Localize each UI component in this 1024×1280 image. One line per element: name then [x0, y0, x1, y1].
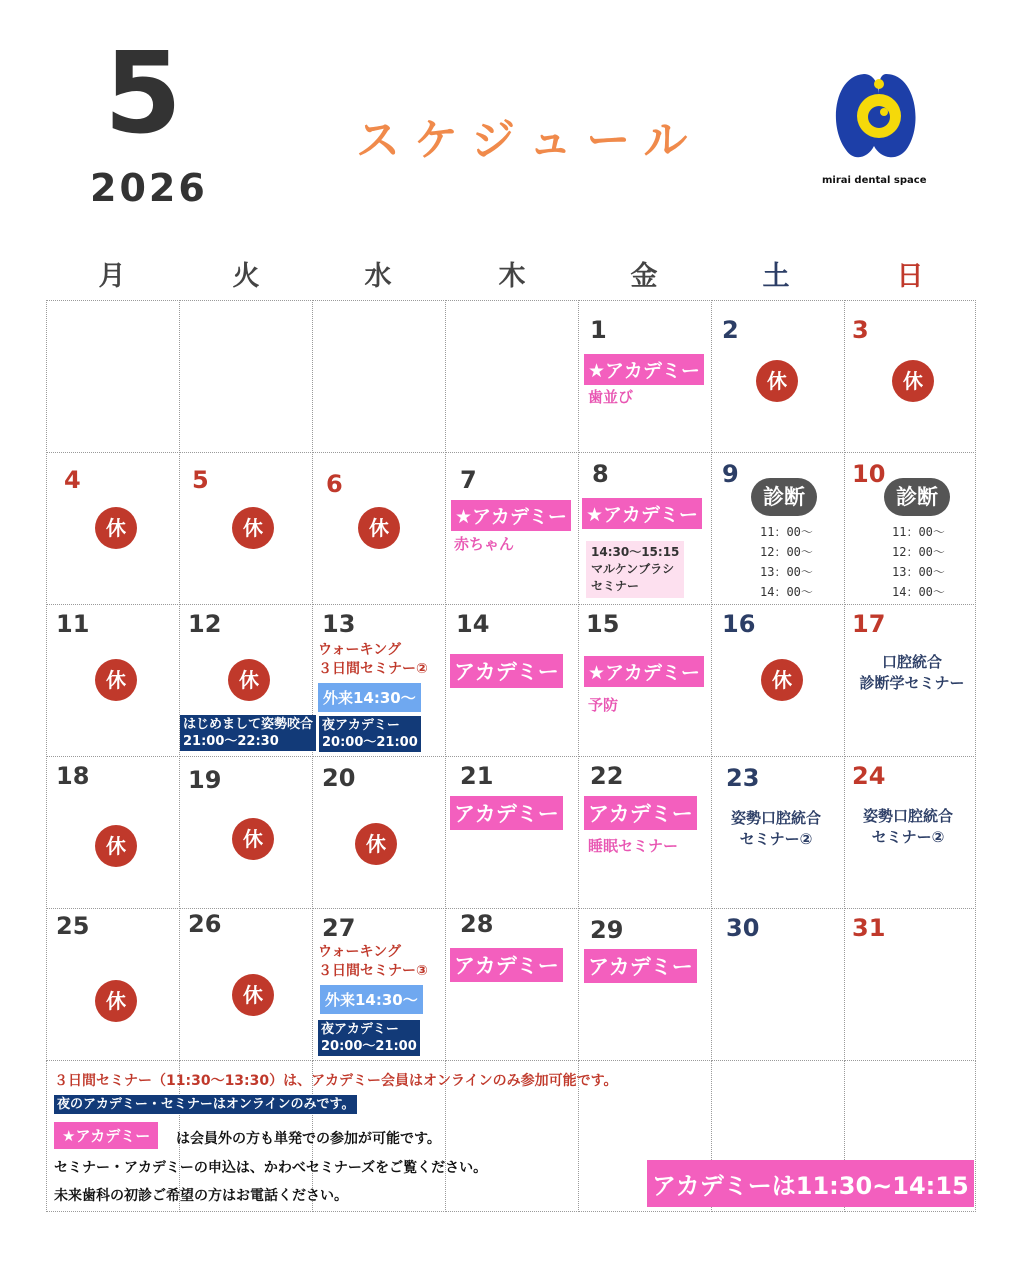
closed-badge: 休 [232, 974, 274, 1016]
weekday-mon: 月 [98, 261, 126, 292]
day-number: 28 [460, 910, 494, 938]
academy-hours-banner: アカデミーは11:30~14:15 [647, 1160, 974, 1207]
closed-badge: 休 [892, 360, 934, 402]
night-academy-block: 夜アカデミー 20:00〜21:00 [318, 1020, 420, 1056]
day-number: 4 [64, 466, 81, 494]
note-academy-badge: ★アカデミー [54, 1122, 158, 1149]
page-title: スケジュール [356, 115, 702, 166]
month-number: 5 [104, 29, 182, 159]
diagnosis-badge: 診断 [751, 478, 817, 516]
note-night-online: 夜のアカデミー・セミナーはオンラインのみです。 [54, 1095, 357, 1114]
day-number: 22 [590, 762, 624, 790]
day-number: 16 [722, 610, 756, 638]
academy-badge: アカデミー [584, 796, 697, 830]
closed-badge: 休 [358, 507, 400, 549]
day-number: 11 [56, 610, 90, 638]
academy-badge: アカデミー [584, 949, 697, 983]
seminar-label: 姿勢口腔統合 セミナー② [730, 809, 821, 848]
day-number: 24 [852, 762, 886, 790]
day-number: 27 [322, 914, 356, 942]
marken-seminar-block [586, 541, 684, 598]
day-number: 5 [192, 466, 209, 494]
academy-topic: 赤ちゃん [454, 535, 515, 553]
note-first-visit: 未来歯科の初診ご希望の方はお電話ください。 [54, 1188, 348, 1204]
day-number: 17 [852, 610, 886, 638]
closed-badge: 休 [95, 507, 137, 549]
day-number: 25 [56, 912, 90, 940]
hajime-seminar-block: はじめまして姿勢咬合 21:00〜22:30 [180, 715, 316, 751]
closed-badge: 休 [355, 823, 397, 865]
walking-seminar: ウォーキング ３日間セミナー② [318, 642, 428, 677]
seminar-label: 姿勢口腔統合 セミナー② [862, 807, 953, 846]
day-number: 12 [188, 610, 222, 638]
day-number: 8 [592, 460, 609, 488]
closed-badge: 休 [95, 825, 137, 867]
marken-time: 14:30〜15:15 [591, 545, 680, 559]
weekday-wed: 水 [364, 261, 392, 292]
weekday-fri: 金 [630, 261, 658, 292]
diagnosis-badge: 診断 [884, 478, 950, 516]
calendar-cell [312, 300, 446, 453]
academy-badge: ★アカデミー [584, 656, 704, 687]
closed-badge: 休 [228, 659, 270, 701]
day-number: 9 [722, 460, 739, 488]
day-number: 3 [852, 316, 869, 344]
closed-badge: 休 [232, 818, 274, 860]
academy-badge: アカデミー [450, 796, 563, 830]
calendar-cell [46, 300, 180, 453]
year: 2026 [90, 166, 208, 210]
marken-title: マルケンブラシ [591, 562, 675, 576]
academy-topic: 睡眠セミナー [588, 837, 679, 855]
day-number: 26 [188, 910, 222, 938]
day-number: 6 [326, 470, 343, 498]
day-number: 14 [456, 610, 490, 638]
closed-badge: 休 [95, 980, 137, 1022]
day-number: 18 [56, 762, 90, 790]
day-number: 1 [590, 316, 607, 344]
outpatient-badge: 外来14:30〜 [318, 683, 421, 712]
day-number: 19 [188, 766, 222, 794]
weekday-tue: 火 [232, 261, 260, 292]
weekday-sat: 土 [762, 261, 790, 292]
closed-badge: 休 [95, 659, 137, 701]
closed-badge: 休 [232, 507, 274, 549]
academy-topic: 歯並び [588, 388, 634, 406]
marken-sub: セミナー [591, 579, 640, 593]
academy-badge: ★アカデミー [584, 354, 704, 385]
closed-badge: 休 [756, 360, 798, 402]
day-number: 29 [590, 916, 624, 944]
logo-text: mirai dental space [822, 175, 927, 186]
day-number: 10 [852, 460, 886, 488]
day-number: 31 [852, 914, 886, 942]
closed-badge: 休 [761, 659, 803, 701]
day-number: 20 [322, 764, 356, 792]
outpatient-badge: 外来14:30〜 [320, 985, 423, 1014]
day-number: 23 [726, 764, 760, 792]
note-three-day-seminar: ３日間セミナー（11:30〜13:30）は、アカデミー会員はオンラインのみ参加可能です。 [54, 1073, 618, 1089]
diagnosis-times: 11：00〜 12：00〜 13：00〜 14：00〜 [892, 525, 945, 599]
weekday-thu: 木 [498, 261, 526, 292]
academy-badge: ★アカデミー [582, 498, 702, 529]
day-number: 2 [722, 316, 739, 344]
day-number: 21 [460, 762, 494, 790]
note-application: セミナー・アカデミーの申込は、かわべセミナーズをご覧ください。 [54, 1160, 488, 1176]
seminar-label: 口腔統合 診断学セミナー [859, 653, 965, 692]
diagnosis-times: 11：00〜 12：00〜 13：00〜 14：00〜 [760, 525, 813, 599]
day-number: 30 [726, 914, 760, 942]
walking-seminar: ウォーキング ３日間セミナー③ [318, 944, 428, 979]
night-academy-block: 夜アカデミー 20:00〜21:00 [319, 716, 421, 752]
calendar-cell [445, 300, 579, 453]
day-number: 15 [586, 610, 620, 638]
weekday-sun: 日 [896, 261, 924, 292]
academy-badge: アカデミー [450, 654, 563, 688]
academy-topic: 予防 [588, 696, 619, 714]
note-non-members: は会員外の方も単発での参加が可能です。 [176, 1131, 441, 1147]
calendar-cell [179, 300, 313, 453]
day-number: 7 [460, 466, 477, 494]
academy-badge: ★アカデミー [451, 500, 571, 531]
academy-badge: アカデミー [450, 948, 563, 982]
day-number: 13 [322, 610, 356, 638]
